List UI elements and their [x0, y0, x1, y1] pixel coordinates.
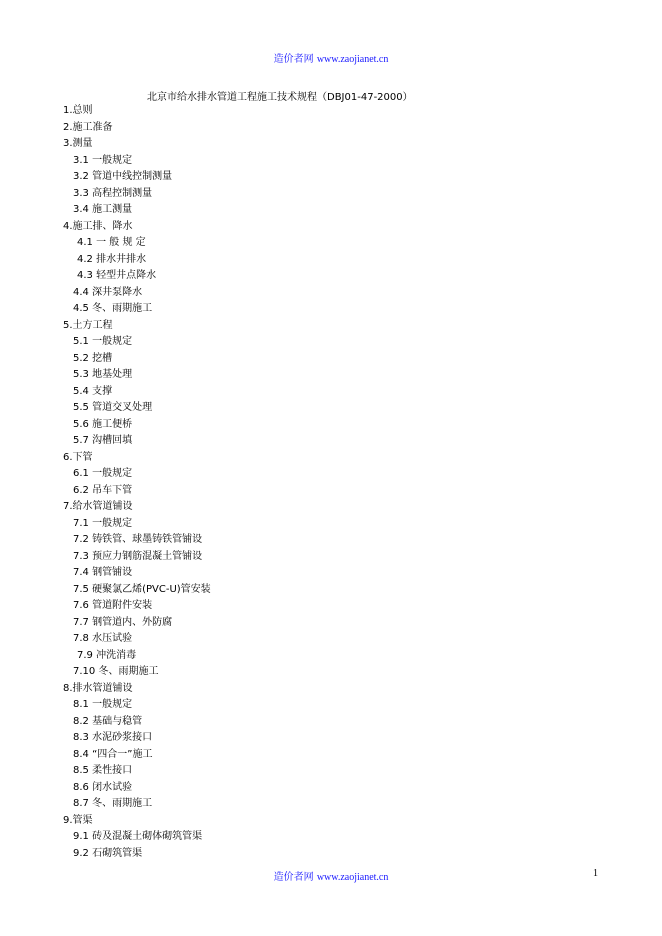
- footer-site-link[interactable]: [0, 868, 662, 883]
- toc-section-item: 7.4 钢管铺设: [73, 567, 133, 578]
- toc-section-item: 7.1 一般规定: [73, 517, 133, 529]
- toc-section-item: 8.7 冬、雨期施工: [73, 798, 153, 809]
- toc-chapter-item: 3.测量: [63, 138, 93, 149]
- toc-section-item: 5.1 一般规定: [73, 336, 133, 347]
- toc-section-item: 7.7 钢管道内、外防腐: [73, 616, 173, 628]
- toc-section-item: 3.4 施工测量: [73, 204, 133, 215]
- header-site-link[interactable]: [0, 50, 662, 65]
- toc-section-item: 7.9 冲洗消毒: [77, 649, 137, 661]
- table-of-contents: [63, 103, 211, 862]
- toc-section-item: 3.3 高程控制测量: [73, 187, 153, 199]
- toc-section-item: 7.3 预应力钢筋混凝土管铺设: [73, 550, 203, 562]
- header-site-url: www.zaojianet.cn: [316, 54, 389, 65]
- toc-section-item: 8.4 “四合一”施工: [73, 748, 153, 760]
- footer-site-url: www.zaojianet.cn: [316, 872, 389, 883]
- toc-chapter-item: 6.下管: [63, 451, 93, 463]
- toc-chapter-item: 7.给水管道铺设: [63, 501, 133, 512]
- toc-section-item: 3.1 一般规定: [73, 154, 133, 166]
- toc-section-item: 8.2 基础与稳管: [73, 715, 143, 727]
- toc-section-item: 3.2 管道中线控制测量: [73, 171, 173, 182]
- toc-section-item: 7.10 冬、雨期施工: [73, 666, 159, 677]
- header-site-name: 造价者网: [273, 54, 314, 65]
- toc-section-item: 7.8 水压试验: [73, 633, 133, 644]
- page-number: 1: [593, 868, 598, 879]
- toc-section-item: 8.6 闭水试验: [73, 781, 133, 793]
- toc-section-item: 6.1 一般规定: [73, 468, 133, 479]
- toc-section-item: 5.4 支撑: [73, 385, 113, 397]
- footer-site-name: 造价者网: [273, 872, 314, 883]
- toc-section-item: 8.3 水泥砂浆接口: [73, 732, 153, 743]
- toc-chapter-item: 2.施工准备: [63, 121, 113, 133]
- toc-section-item: 6.2 吊车下管: [73, 484, 133, 496]
- toc-section-item: 9.1 砖及混凝土砌体砌筑管渠: [73, 831, 203, 842]
- document-title: 北京市给水排水管道工程施工技术规程（DBJ01-47-2000）: [147, 92, 413, 103]
- toc-section-item: 4.4 深井泵降水: [73, 286, 143, 298]
- toc-section-item: 9.2 石砌筑管渠: [73, 847, 143, 859]
- toc-section-item: 7.5 硬聚氯乙烯(PVC-U)管安装: [73, 583, 211, 595]
- toc-chapter-item: 9.管渠: [63, 814, 93, 826]
- toc-chapter-item: 8.排水管道铺设: [63, 682, 133, 694]
- toc-section-item: 5.3 地基处理: [73, 369, 133, 380]
- toc-section-item: 8.5 柔性接口: [73, 765, 133, 776]
- toc-chapter-item: 5.土方工程: [63, 319, 113, 331]
- toc-section-item: 4.5 冬、雨期施工: [73, 303, 153, 314]
- toc-section-item: 5.2 挖槽: [73, 352, 113, 364]
- toc-section-item: 4.1 一 般 规 定: [77, 237, 146, 248]
- toc-section-item: 4.3 轻型井点降水: [77, 270, 157, 281]
- toc-section-item: 5.5 管道交叉处理: [73, 402, 153, 413]
- toc-section-item: 7.6 管道附件安装: [73, 600, 153, 611]
- toc-section-item: 5.7 沟槽回填: [73, 435, 133, 446]
- toc-section-item: 4.2 排水井排水: [77, 253, 147, 265]
- toc-section-item: 8.1 一般规定: [73, 699, 133, 710]
- toc-section-item: 7.2 铸铁管、球墨铸铁管铺设: [73, 534, 203, 545]
- toc-section-item: 5.6 施工便桥: [73, 418, 133, 430]
- toc-chapter-item: 1.总则: [63, 105, 93, 116]
- toc-chapter-item: 4.施工排、降水: [63, 220, 133, 232]
